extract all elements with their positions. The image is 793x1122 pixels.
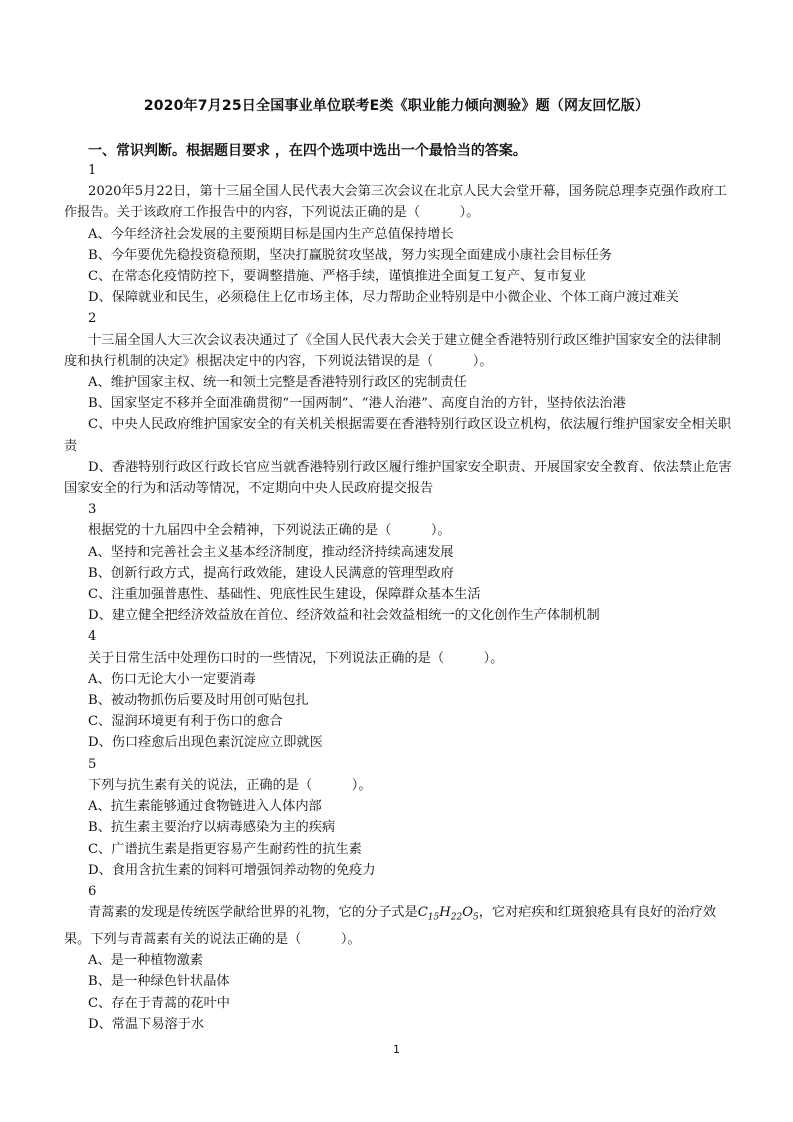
stem-text-after: ，它对疟疾和红斑狼疮具有良好的治疗效果。下列与青蒿素有关的说法正确的是（ ）。 [64, 905, 717, 947]
question-stem: 2020年5月22日，第十三届全国人民代表大会第三次会议在北京人民大会堂开幕，国务院总理李克强作政府工作报告。关于该政府工作报告中的内容，下列说法正确的是（ ）。 [64, 184, 727, 221]
option-d: D、常温下易溶于水 [88, 1016, 205, 1032]
option-c: C、存在于青蒿的花叶中 [88, 995, 230, 1011]
option-a: A、今年经济社会发展的主要预期目标是国内生产总值保持增长 [88, 226, 454, 242]
question-stem: 关于日常生活中处理伤口时的一些情况，下列说法正确的是（ ）。 [88, 650, 504, 666]
option-c: C、注重加强普惠性、基础性、兜底性民生建设，保障群众基本生活 [88, 587, 481, 603]
formula-o: O [462, 905, 474, 921]
option-b: B、被动物抓伤后要及时用创可贴包扎 [88, 693, 309, 709]
option-b: B、国家坚定不移并全面准确贯彻“一国两制”、“港人治港”、高度自治的方针，坚持依法治港 [88, 396, 626, 412]
question-number: 4 [88, 629, 97, 645]
option-b: B、是一种绿色针状晶体 [88, 974, 230, 990]
option-a: A、坚持和完善社会主义基本经济制度，推动经济持续高速发展 [88, 544, 454, 560]
question-number: 2 [88, 311, 97, 327]
option-b: B、抗生素主要治疗以病毒感染为主的疾病 [88, 820, 336, 836]
option-d: D、建立健全把经济效益放在首位、经济效益和社会效益相统一的文化创作生产体制机制 [88, 608, 600, 624]
option-d: D、保障就业和民生，必须稳住上亿市场主体，尽力帮助企业特别是中小微企业、个体工商户渡过难关 [88, 290, 679, 306]
option-a: A、伤口无论大小一定要消毒 [88, 671, 256, 687]
option-c: C、在常态化疫情防控下，要调整措施、严格手续，谨慎推进全面复工复产、复市复业 [88, 269, 587, 285]
option-d: D、香港特别行政区行政长官应当就香港特别行政区履行维护国家安全职责、开展国家安全教育、依法禁止危害国家安全的行为和活动等情况，不定期向中央人民政府提交报告 [64, 459, 732, 497]
option-d: D、伤口痊愈后出现色素沉淀应立即就医 [88, 735, 323, 751]
formula-c: C [417, 905, 428, 921]
question-stem: 十三届全国人大三次会议表决通过了《全国人民代表大会关于建立健全香港特别行政区维护国家安全的法律制度和执行机制的决定》根据决定中的内容，下列说法错误的是（ ）。 [64, 332, 721, 369]
formula-o-sub: 5 [473, 912, 479, 923]
option-a: A、是一种植物激素 [88, 953, 204, 969]
document-title: 2020年7月25日全国事业单位联考E类《职业能力倾向测验》题（网友回忆版） [143, 98, 650, 114]
option-d: D、食用含抗生素的饲料可增强饲养动物的免疫力 [88, 862, 376, 878]
question-stem: 下列与抗生素有关的说法，正确的是（ ）。 [88, 777, 372, 793]
question-number: 5 [88, 756, 97, 772]
question-number: 6 [88, 883, 97, 899]
question-stem [64, 902, 734, 950]
option-c: C、中央人民政府维护国家安全的有关机关根据需要在香港特别行政区设立机构，依法履行维护国家安全相关职责 [64, 417, 732, 454]
molecular-formula [417, 905, 479, 923]
formula-h-sub: 22 [450, 912, 463, 923]
question-number: 3 [88, 502, 97, 518]
option-b: B、创新行政方式，提高行政效能，建设人民满意的管理型政府 [88, 565, 454, 581]
question-list [64, 160, 734, 1035]
page-number: 1 [393, 1043, 400, 1056]
formula-c-sub: 15 [427, 912, 440, 923]
section-heading: 一、常识判断。根据题目要求 ，在四个选项中选出一个最恰当的答案。 [88, 143, 527, 159]
question-stem: 根据党的十九届四中全会精神，下列说法正确的是（ ）。 [88, 523, 451, 539]
option-c: C、湿润环境更有利于伤口的愈合 [88, 714, 283, 730]
formula-h: H [439, 905, 451, 921]
option-a: A、维护国家主权、统一和领土完整是香港特别行政区的宪制责任 [88, 375, 467, 391]
question-number: 1 [88, 163, 97, 178]
option-c: C、广谱抗生素是指更容易产生耐药性的抗生素 [88, 841, 362, 857]
option-b: B、今年要优先稳投资稳预期，坚决打赢脱贫攻坚战，努力实现全面建成小康社会目标任务 [88, 247, 612, 263]
stem-text-before: 青蒿素的发现是传统医学献给世界的礼物，它的分子式是 [88, 905, 418, 921]
option-a: A、抗生素能够通过食物链进入人体内部 [88, 799, 322, 815]
